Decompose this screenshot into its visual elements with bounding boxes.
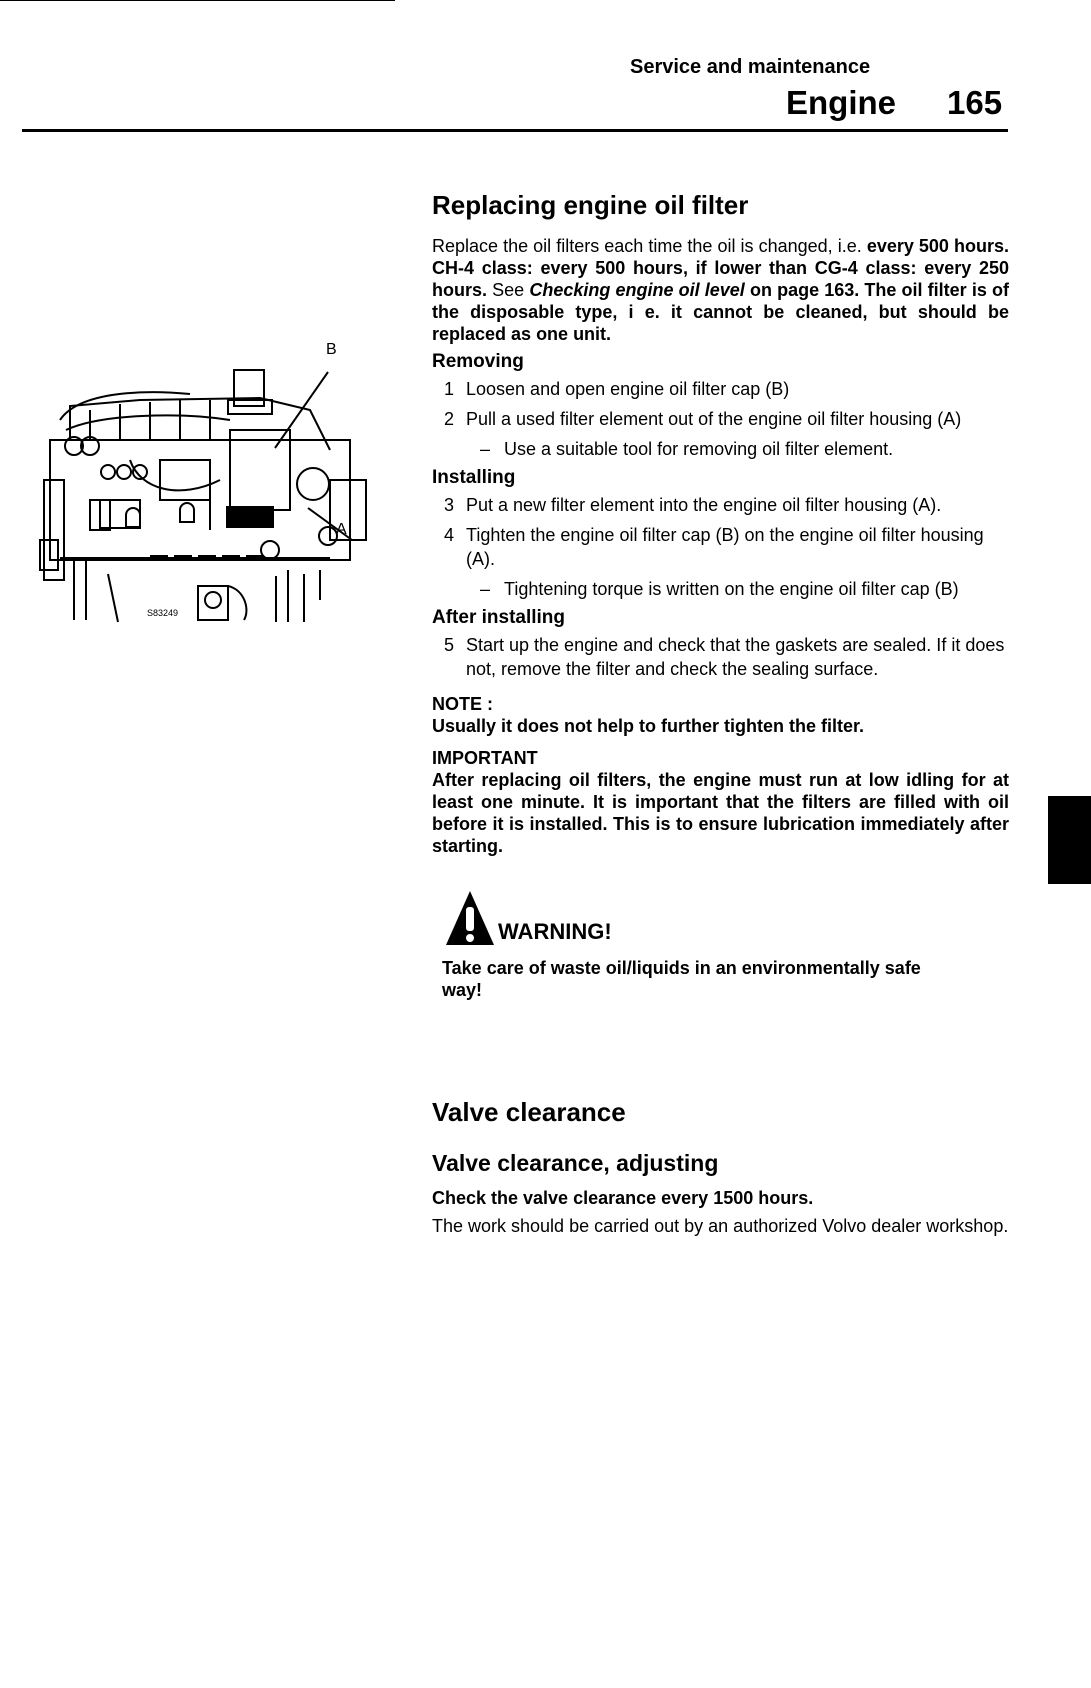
valve-work-note: The work should be carried out by an authorized Volvo dealer workshop. xyxy=(432,1216,1009,1236)
engine-drawing xyxy=(30,341,380,670)
heading-after-installing: After installing xyxy=(432,607,566,628)
header-rule xyxy=(22,129,1008,132)
main-content xyxy=(432,190,1009,1243)
step-number: 3 xyxy=(443,495,454,515)
heading-removing: Removing xyxy=(432,351,524,372)
section-spacer xyxy=(432,1007,1009,1097)
step-2-subitem xyxy=(432,437,1009,461)
header-chapter: Engine xyxy=(786,84,897,121)
chapter-tab-marker xyxy=(1048,796,1091,884)
step-number: 1 xyxy=(443,379,454,399)
warning-label: WARNING! xyxy=(498,919,612,944)
step-5 xyxy=(432,633,1009,681)
note-text: Usually it does not help to further tighten the filter. xyxy=(432,716,865,736)
dash-bullet: – xyxy=(479,439,490,459)
step-3 xyxy=(432,493,1009,517)
step-text: Pull a used filter element out of the engine oil filter housing (A) xyxy=(466,409,962,429)
step-2 xyxy=(432,407,1009,431)
callout-a: A xyxy=(336,521,347,538)
important-text: After replacing oil filters, the engine must run at low idling for at least one minute. It is important that the filters are filled with oil before it is installed. This is to ensure lubrication immediately after starting. xyxy=(432,770,1009,856)
step-number: 5 xyxy=(443,635,454,655)
page-number: 165 xyxy=(947,84,1003,121)
step-1 xyxy=(432,377,1009,401)
step-number: 2 xyxy=(443,409,454,429)
heading-installing: Installing xyxy=(432,467,516,488)
subitem-text: Tightening torque is written on the engine oil filter cap (B) xyxy=(504,579,959,599)
important-label: IMPORTANT xyxy=(432,748,538,768)
intro-text-3: See xyxy=(492,280,525,300)
engine-illustration xyxy=(30,341,380,670)
step-number: 4 xyxy=(443,525,454,545)
intro-reference: Checking engine oil level xyxy=(529,280,745,300)
intro-paragraph xyxy=(432,235,1009,345)
section-title-oil-filter: Replacing engine oil filter xyxy=(432,190,749,220)
figure-code: S83249 xyxy=(147,608,179,618)
note-label: NOTE : xyxy=(432,694,493,714)
header-section: Service and maintenance xyxy=(630,56,871,78)
intro-text-1: Replace the oil filters each time the oil is changed, i.e. xyxy=(432,236,862,256)
subsection-title-valve-adjusting: Valve clearance, adjusting xyxy=(432,1150,719,1176)
intro-text-5: on page 163. The oil filter is of the disposable type, i e. it cannot be cleaned, but should be replaced as one unit. xyxy=(432,280,1009,344)
dash-bullet: – xyxy=(479,579,490,599)
subitem-text: Use a suitable tool for removing oil filter element. xyxy=(504,439,894,459)
step-4-subitem xyxy=(432,577,1009,601)
step-text: Start up the engine and check that the gaskets are sealed. If it does not, remove the filter and check the sealing surface. xyxy=(466,635,1005,679)
callout-b: B xyxy=(326,341,337,358)
warning-triangle-icon xyxy=(444,889,496,947)
step-4 xyxy=(432,523,1009,571)
intro-text-2: every 500 hours. CH-4 class: every 500 hours, if lower than CG-4 class: every 250 hours. xyxy=(432,236,1009,300)
valve-check-interval: Check the valve clearance every 1500 hours. xyxy=(432,1188,814,1208)
warning-text: Take care of waste oil/liquids in an environmentally safe way! xyxy=(442,958,921,1000)
step-text: Put a new filter element into the engine oil filter housing (A). xyxy=(466,495,942,515)
warning-header xyxy=(444,889,1009,947)
step-text: Tighten the engine oil filter cap (B) on the engine oil filter housing (A). xyxy=(466,525,984,569)
step-text: Loosen and open engine oil filter cap (B) xyxy=(466,379,790,399)
top-edge-rule xyxy=(0,0,395,1)
section-title-valve: Valve clearance xyxy=(432,1097,626,1127)
